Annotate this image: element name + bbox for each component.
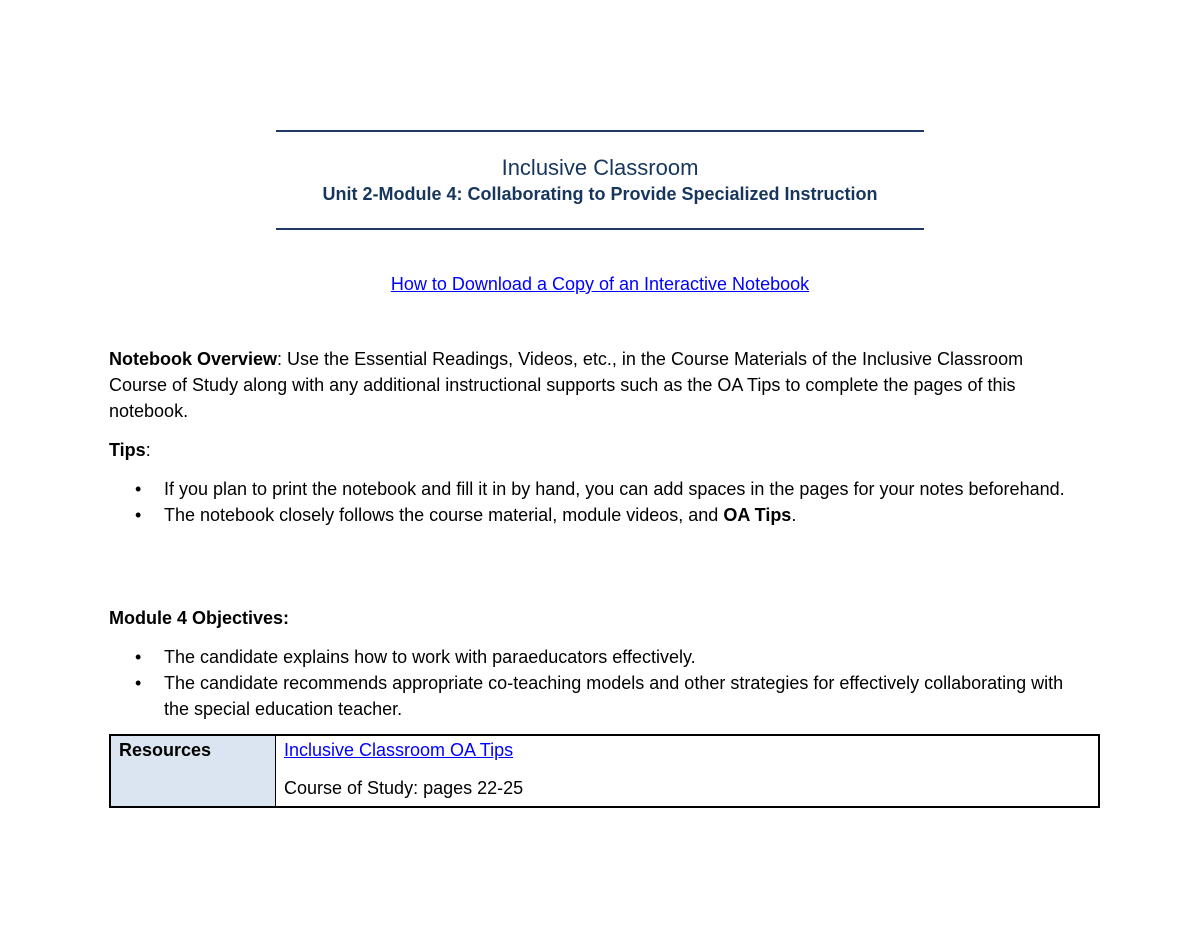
tip-bold: OA Tips [723,505,792,525]
overview-label: Notebook Overview [109,349,278,369]
tip-text-before: The notebook closely follows the course material, module videos, and [164,505,724,525]
list-item [109,670,1089,722]
objective-text: The candidate explains how to work with paraeducators effectively. [164,647,696,667]
tips-list [109,476,1099,528]
notebook-overview [109,346,1069,424]
resources-cell [276,736,1098,806]
tip-text-after: . [791,505,797,525]
bullet-icon: • [135,505,142,525]
page-title: Inclusive Classroom [501,155,699,180]
oa-tips-link[interactable]: Inclusive Classroom OA Tips [284,740,514,760]
bullet-icon: • [135,647,142,667]
resources-table [109,734,1100,808]
tip-text: If you plan to print the notebook and fill it in by hand, you can add spaces in the pages for your notes beforehand. [164,479,1065,499]
bullet-icon: • [135,479,142,499]
header-rule-top [276,130,924,132]
objectives-list [109,644,1089,722]
tips-heading [109,437,1099,463]
overview-text: : Use the Essential Readings, Videos, etc., in the Course Materials of the Inclusive Classroom Course of Study along with any additional instructional supports such as the OA Tips to complete the pages of this notebook. [109,349,1024,421]
header-rule-bottom [276,228,924,230]
list-item [109,476,1099,502]
course-of-study-pages: Course of Study: pages 22-25 [284,778,524,798]
resources-link-row [284,738,1090,762]
tips-colon: : [145,440,151,460]
list-item [109,644,1089,670]
bullet-icon: • [135,673,142,693]
page-subtitle: Unit 2-Module 4: Collaborating to Provide Specialized Instruction [322,184,878,204]
objective-text: The candidate recommends appropriate co-teaching models and other strategies for effectively collaborating with the special education teacher. [164,673,1064,719]
resources-header: Resources [111,736,276,806]
tips-label: Tips [109,440,146,460]
list-item [109,502,1099,528]
objectives-heading: Module 4 Objectives: [109,608,290,628]
download-link-container [0,272,1200,296]
download-notebook-link[interactable]: How to Download a Copy of an Interactive Notebook [390,274,810,294]
